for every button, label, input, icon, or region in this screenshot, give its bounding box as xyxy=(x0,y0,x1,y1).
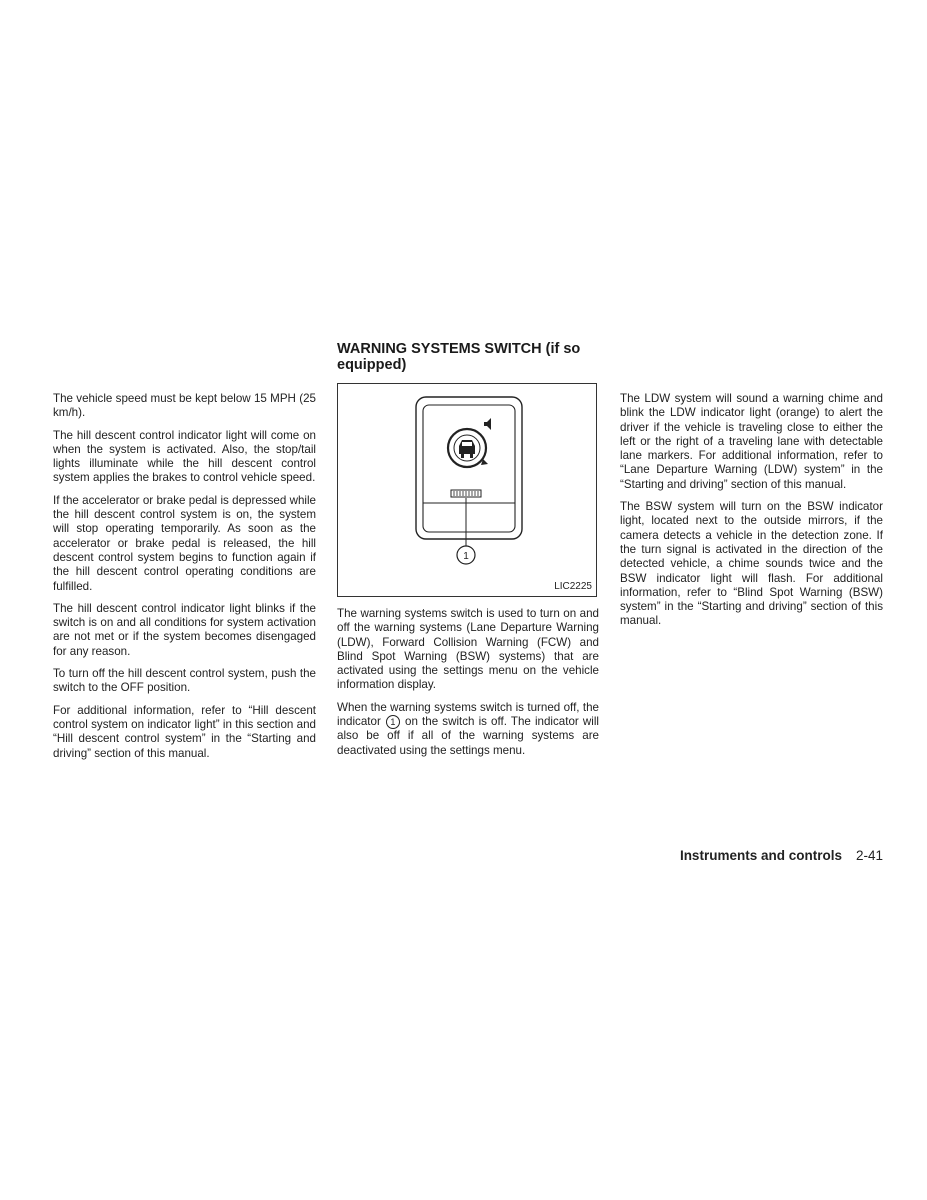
paragraph: The warning systems switch is used to turn on and off the warning systems (Lane Departure Warning (LDW), Forward Collision Warning (FCW) and Blind Spot Warning (BSW) systems) that are activated using the settings menu on the vehicle information display. xyxy=(337,607,599,692)
paragraph: For additional information, refer to “Hill descent control system on indicator light” in this section and “Hill descent control system” in the “Starting and driving” section of this manual. xyxy=(53,703,316,760)
paragraph: If the accelerator or brake pedal is depressed while the hill descent control system is on, the system will stop operating temporarily. As soon as the accelerator or brake pedal is released, the hill descent control system begins to function again if the hill descent control operating conditions are fulfilled. xyxy=(53,493,316,593)
paragraph-part: When the warning systems switch is turned off, the indicator xyxy=(337,700,599,729)
warning-switch-figure xyxy=(337,383,597,597)
callout-number: 1 xyxy=(463,551,469,562)
column-left xyxy=(53,392,316,769)
footer-section-title: Instruments and controls xyxy=(679,848,842,863)
page-number: 2-41 xyxy=(855,848,883,863)
column-right xyxy=(620,392,883,637)
paragraph: The hill descent control indicator light blinks if the switch is on and all conditions for system activation are not met or if the system becomes disengaged for any reason. xyxy=(53,601,316,658)
callout-marker: 1 xyxy=(386,715,400,729)
page-footer xyxy=(620,848,883,863)
paragraph: The vehicle speed must be kept below 15 MPH (25 km/h). xyxy=(53,392,316,420)
paragraph: The hill descent control indicator light will come on when the system is activated. Also, the stop/tail lights illuminate while the hill descent control system applies the brakes to control vehicle speed. xyxy=(53,428,316,485)
paragraph: To turn off the hill descent control system, push the switch to the OFF position. xyxy=(53,667,316,695)
column-middle xyxy=(337,341,599,766)
paragraph xyxy=(337,701,599,758)
figure-code: LIC2225 xyxy=(554,580,592,592)
paragraph: The LDW system will sound a warning chime and blink the LDW indicator light (orange) to alert the driver if the vehicle is traveling close to either the left or the right of a traveling lane with detectable lane markers. For additional information, refer to “Lane Departure Warning (LDW) system” in the “Starting and driving” section of this manual. xyxy=(620,392,883,491)
warning-switch-illustration xyxy=(338,384,596,596)
paragraph-part: on the switch is off. The indicator will also be off if all of the warning systems are deactivated using the settings menu. xyxy=(337,715,599,757)
paragraph: The BSW system will turn on the BSW indicator light, located next to the outside mirrors, if the camera detects a vehicle in the detection zone. If the turn signal is activated in the direction of the detected vehicle, a chime sounds twice and the BSW indicator light will flash. For additional information, refer to “Blind Spot Warning (BSW) system” in the “Starting and driving” section of this manual. xyxy=(620,500,883,628)
section-heading: WARNING SYSTEMS SWITCH (if so equipped) xyxy=(337,341,581,373)
